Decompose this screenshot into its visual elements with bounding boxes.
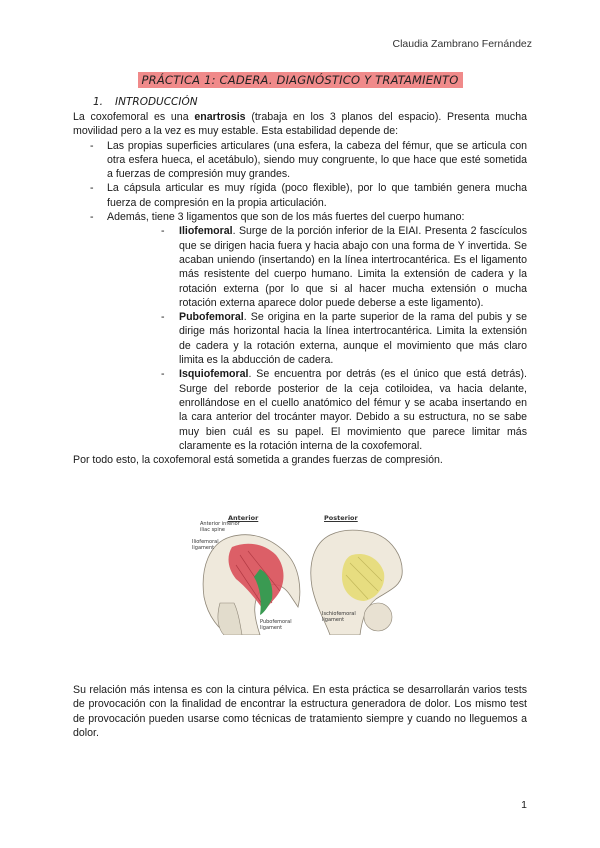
page-title: PRÁCTICA 1: CADERA. DIAGNÓSTICO Y TRATAMIENTO [138,72,463,88]
list-item [73,181,527,210]
bullet-text: Además, tiene 3 ligamentos que son de los más fuertes del cuerpo humano: [107,211,465,224]
ligament-list [107,224,527,453]
aiis-line1: Anterior inferior [200,521,240,527]
aiis-label [200,521,240,533]
bullet-text: Las propias superficies articulares (una esfera, la cabeza del fémur, que se articula con otra esfera hueca, el acetábulo), siendo muy congruente, lo que hace que esté sometida a fuerzas de compresión muy grandes. [107,139,527,181]
list-item [73,210,527,453]
ligament-name: Isquiofemoral [179,368,249,381]
hip-ligaments-figure [190,507,412,635]
ligament-text: . Surge de la porción inferior de la EIAI. Presenta 2 fascículos que se dirigen hacia fuera y hacia abajo con una forma de Y invertida. Se acaban uniendo (insertando) en la línea intertrocantérica. Es el ligamento más resistente del cuerpo humano. Limita la extensión de cadera y la rotación externa (por lo que si al hacer mucha extensión o mucha rotación externa aparece dolor puede deberse a este ligamento). [179,225,527,309]
ischiofemoral-line2: ligament [322,617,345,623]
list-item [73,139,527,182]
stability-list [73,139,527,454]
iliofemoral-label [192,539,219,551]
intro-post: (trabaja en los 3 planos del espacio). Presenta mucha movilidad pero a la vez es muy estable. Esta estabilidad depende de: [73,111,527,138]
main-text [73,110,527,467]
ligament-item [143,310,527,367]
intro-pre: La coxofemoral es una [73,111,195,123]
bullet-dash: - [90,211,94,224]
title-container [0,72,600,88]
anterior-label: Anterior [228,514,259,522]
ligament-item [143,367,527,453]
iliofemoral-line2: ligament [192,545,215,551]
posterior-label: Posterior [324,514,358,522]
intro-bold-term: enartrosis [194,111,246,123]
section-heading [93,95,198,109]
bullet-dash: - [90,182,94,195]
pubofemoral-label [260,619,292,631]
ligament-item [143,224,527,310]
pubofemoral-line1: Pubofemoral [260,619,292,625]
page-number: 1 [521,799,527,811]
intro-paragraph [73,110,527,139]
bullet-dash: - [161,368,165,381]
conclusion-paragraph: Por todo esto, la coxofemoral está sometida a grandes fuerzas de compresión. [73,454,443,467]
author-header: Claudia Zambrano Fernández [392,38,532,50]
bullet-dash: - [90,139,94,152]
ischiofemoral-label [322,611,356,623]
ischiofemoral-line1: Ischiofemoral [322,611,356,617]
second-paragraph: Su relación más intensa es con la cintura pélvica. En esta práctica se desarrollarán varios tests de provocación con la finalidad de encontrar la estructura generadora de dolor. Los mismo test de provocación pueden usarse como técnicas de tratamiento siempre y cuando no lleguemos a dolor. [73,684,527,739]
bullet-dash: - [161,225,165,238]
pubofemoral-line2: ligament [260,625,283,631]
section-number: 1. [93,96,104,108]
ligament-text: . Se encuentra por detrás (es el único que está detrás). Surge del reborde posterior de la ceja cotiloidea, va hacia delante, enrollándose en el cuello anatómico del fémur y se acaba insertando en la cara anterior del trocánter mayor. Debido a su estructura, no se sabe muy bien cuál es su papel. El movimiento que parece limitar más claramente es la rotación interna de la coxofemoral. [179,368,527,452]
ligament-name: Pubofemoral [179,311,244,324]
section-label: INTRODUCCIÓN [115,96,198,108]
ligament-text: . Se origina en la parte superior de la rama del pubis y se dirige más horizontal hacia la línea intertrocantérica. Limita la extensión de cadera y la rotación externa, aunque el movimiento que más claro limita es la abducción de cadera. [179,311,527,367]
aiis-line2: iliac spine [200,527,225,533]
iliofemoral-line1: Iliofemoral [192,539,219,545]
bullet-dash: - [161,311,165,324]
ligament-name: Iliofemoral [179,225,233,238]
bullet-text: La cápsula articular es muy rígida (poco flexible), por lo que también genera mucha fuerza de compresión en la propia articulación. [107,182,527,209]
